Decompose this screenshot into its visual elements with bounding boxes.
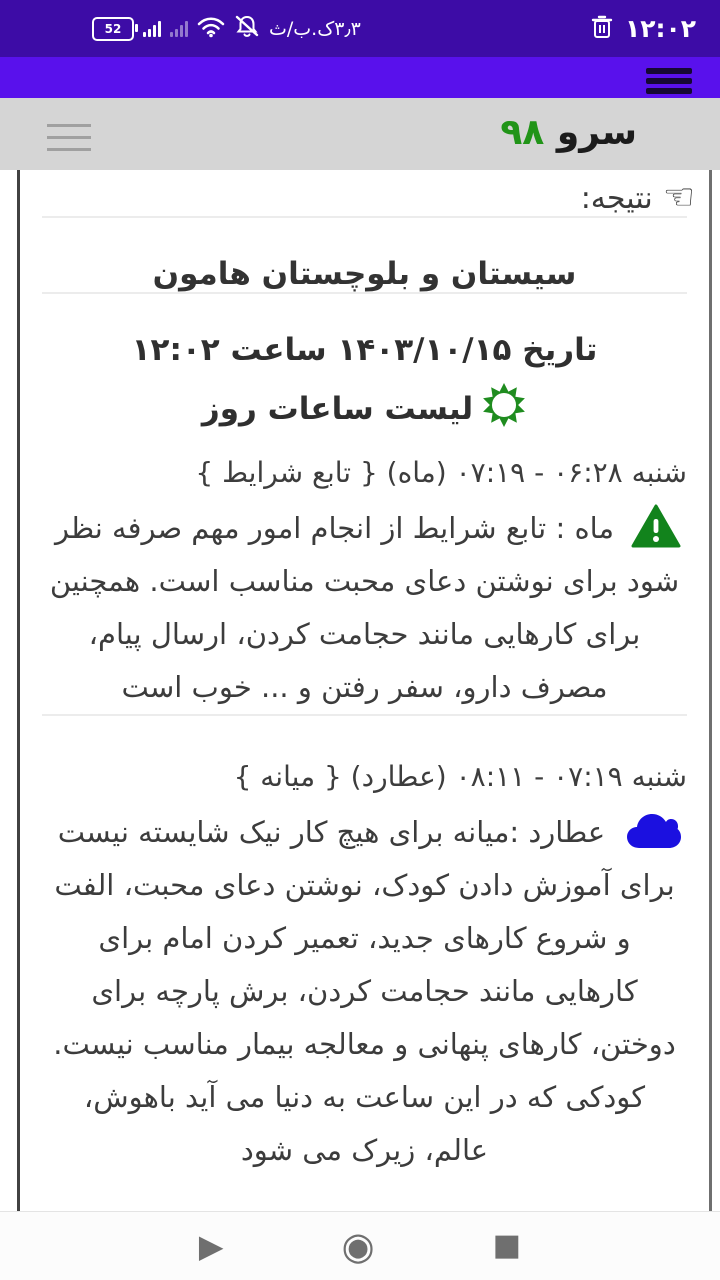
hour-line: شنبه ۰۶:۲۸ - ۰۷:۱۹ (ماه) { تابع شرایط } — [195, 456, 687, 489]
status-bar — [0, 0, 720, 57]
hamburger-menu-icon[interactable] — [646, 64, 692, 98]
hour-section — [20, 714, 709, 1177]
page-title-number: ۹۸ — [500, 112, 545, 153]
hour-description: ماه : تابع شرایط از انجام امور مهم صرفه نظر شود برای نوشتن دعای محبت مناسب است. همچنین برای کارهایی مانند حجامت کردن، ارسال پیام، مصرف دارو، سفر رفتن و ... خوب است — [48, 502, 681, 714]
cloud-icon — [625, 808, 681, 852]
recents-button-icon[interactable]: ■ — [492, 1228, 522, 1263]
network-speed-text: ۳٫۳ک.ب/ث — [269, 17, 361, 40]
day-hours-title: لیست ساعات روز — [201, 391, 474, 427]
hour-sections — [20, 452, 709, 1177]
bell-muted-icon — [234, 15, 260, 43]
clock-text: ۱۲:۰۲ — [624, 14, 696, 43]
wifi-icon — [197, 16, 225, 42]
date-heading: تاریخ ۱۴۰۳/۱۰/۱۵ ساعت ۱۲:۰۲ — [131, 332, 598, 368]
signal-icon-sim2 — [170, 21, 188, 37]
back-button-icon[interactable]: ▶ — [198, 1227, 224, 1265]
app-bar — [0, 98, 720, 170]
status-bar-right — [591, 14, 696, 43]
region-title: سیستان و بلوچستان هامون — [152, 256, 577, 292]
browser-menu-bar — [0, 57, 720, 98]
result-row — [20, 177, 695, 218]
battery-icon: 52 — [92, 17, 134, 41]
divider — [42, 216, 687, 218]
result-label: نتیجه: — [580, 180, 653, 216]
content-area — [17, 170, 712, 1212]
android-nav-bar — [0, 1211, 720, 1280]
section-divider — [42, 714, 687, 716]
day-hours-heading — [20, 382, 709, 436]
warning-icon — [631, 504, 681, 550]
sun-icon — [481, 382, 527, 436]
hour-line: شنبه ۰۷:۱۹ - ۰۸:۱۱ (عطارد) { میانه } — [233, 760, 687, 793]
app-hamburger-icon[interactable] — [47, 124, 91, 160]
pointing-hand-icon: ☜ — [662, 177, 695, 218]
hour-description: عطارد :میانه برای هیچ کار نیک شایسته نیست برای آموزش دادن کودک، نوشتن دعای محبت، الفت و شروع کارهای جدید، تعمیر کردن امام برای کارهایی مانند حجامت کردن، برش پارچه برای دوختن، کارهای پنهانی و معالجه بیمار مناسب نیست. کودکی که در این ساعت به دنیا می آید باهوش، عالم، زیرک می شود — [48, 806, 681, 1177]
hour-section — [20, 452, 709, 714]
page-title — [500, 112, 637, 153]
signal-icon — [143, 21, 161, 37]
page-title-name: سرو — [556, 112, 637, 153]
trash-icon — [591, 15, 613, 43]
divider — [42, 292, 687, 294]
home-button-icon[interactable]: ◉ — [341, 1224, 375, 1268]
status-bar-left-icons — [92, 15, 361, 43]
